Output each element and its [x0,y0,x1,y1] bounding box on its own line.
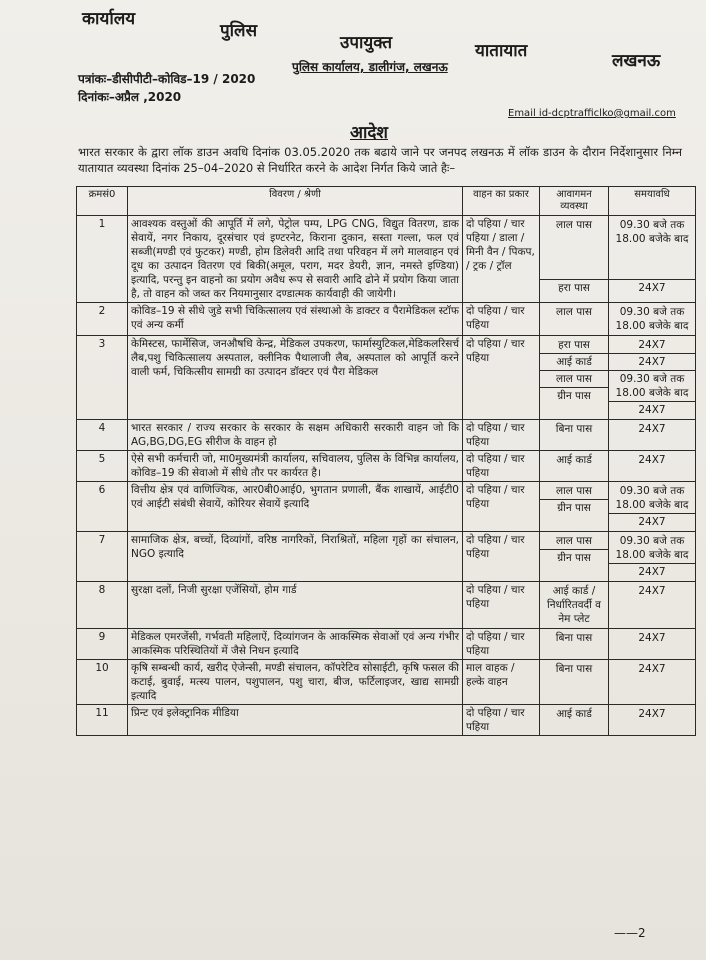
table-row [77,216,696,303]
row-description: मेडिकल एमरजेंसी, गर्भवती महिलाऐं, दिव्यांगजन के आकस्मिक सेवाओं एवं अन्य गंभीर आकस्मिक परिस्थितियों में जैसे निधन इत्यादि [128,629,463,660]
row-pass-type: आई कार्ड / निर्धारितवर्दी व नेम प्लेट [546,585,602,625]
row-serial-number: 5 [77,451,128,482]
row-time-cell [609,303,696,336]
row-pass-cell [540,216,609,303]
row-pass-cell [540,660,609,705]
row-vehicle-type: दो पहिया / चार पहिया [463,336,540,420]
row-pass-cell [540,532,609,582]
row-description: प्रिन्ट एवं इलेक्ट्रानिक मीडिया [128,705,463,736]
row-time-cell [609,705,696,736]
reference-number: पत्रांकः–डीसीपीटी–कोविड–19 / 2020 [78,72,256,86]
row-pass-type: ग्रीन पास [540,387,608,404]
header-police: पुलिस [220,21,258,41]
row-time-period: 24X7 [638,454,666,466]
row-time-cell [609,660,696,705]
page-number: ——2 [614,926,646,940]
row-pass-type: बिना पास [555,423,593,435]
row-pass-cell [540,420,609,451]
row-serial-number: 2 [77,303,128,336]
row-pass-type: ग्रीन पास [540,549,608,566]
table-body [77,216,696,736]
row-pass-type: हरा पास [558,339,590,351]
row-serial-number: 4 [77,420,128,451]
row-serial-number: 9 [77,629,128,660]
row-time-period: 24X7 [609,563,695,580]
row-description: केमिस्टस, फार्मेसिज, जनऔषधि केन्द्र, मेडिकल उपकरण, फार्मास्युटिकल,मेडिकलरिसर्च लैब,पशु चिकित्सालय अस्पताल, क्लीनिक पैथालाजी लैब, अस्पताल को आपूर्ति करने वाली फर्म, चिकित्सीय सामग्री का उत्पादन डॉक्टर एवं पैरा मेडिकल [128,336,463,420]
row-pass-type: लाल पास [555,306,593,318]
row-vehicle-type: दो पहिया / चार पहिया [463,582,540,629]
col-header-desc: विवरण / श्रेणी [128,187,463,216]
col-header-pass: आवागमन व्यवस्था [540,187,609,216]
row-description: कोविड–19 से सीधे जुडे सभी चिकित्सालय एवं संस्थाओ के डाक्टर व पैरामेडिकल स्टॉफ एवं अन्य कर्मी [128,303,463,336]
table-row [77,705,696,736]
row-vehicle-type: माल वाहक / हल्के वाहन [463,660,540,705]
order-title: आदेश [350,123,388,143]
row-description: ऐसे सभी कर्मचारी जो, मा0मुख्यमंत्री कार्यालय, सचिवालय, पुलिस के विभिन्न कार्यालय, कोविड–19 की सेवाओ में सीधे तौर पर कार्यरत है। [128,451,463,482]
row-pass-type: आई कार्ड [556,708,592,720]
row-pass-type: ग्रीन पास [540,499,608,516]
row-time-cell [609,532,696,582]
table-row [77,482,696,532]
traffic-order-table [76,186,696,736]
row-pass-type: लाल पास [555,485,593,497]
header-karyalay: कार्यालय [82,9,136,29]
row-time-cell [609,336,696,420]
row-pass-cell [540,705,609,736]
table-row [77,629,696,660]
row-description: कृषि सम्बन्धी कार्य, खरीद ऐजेन्सी, मण्डी संचालन, कॉपरेटिव सोसाईटी, कृषि फसल की कटाई, बुवाई, मत्स्य पालन, पशुपालन, पशु चारा, बीज, फर्टिलाइजर, खाद्य सामग्री इत्यादि [128,660,463,705]
row-time-cell [609,482,696,532]
office-address: पुलिस कार्यालय, डालीगंज, लखनऊ [292,60,448,74]
row-vehicle-type: दो पहिया / चार पहिया [463,451,540,482]
col-header-vehicle: वाहन का प्रकार [463,187,540,216]
row-time-period: 09.30 बजे तक 18.00 बजेके बाद [615,485,689,511]
email-address: Email id-dcptrafficlko@gmail.com [508,108,676,119]
table-row [77,420,696,451]
row-time-period: 24X7 [609,401,695,418]
row-serial-number: 7 [77,532,128,582]
row-time-period: 24X7 [609,353,695,370]
row-pass-type: बिना पास [555,663,593,675]
table-row [77,303,696,336]
row-pass-cell [540,629,609,660]
row-description: आवश्यक वस्तुओं की आपूर्ति में लगे, पेट्रोल पम्प, LPG CNG, विद्युत वितरण, डाक सेवायें, नगर निकाय, दूरसंचार एवं इण्टरनेट, किराना दुकान, सस्ता गल्ला, फल एवं सब्जी(मण्डी एवं फुटकर) मण्डी, होम डिलेवरी आदि तथा परिवहन में लगे मालवाहन एवं दूध का उत्पादन वितरण एवं बिकी(अमूल, पराग, मदर डेयरी, ज्ञान, नमस्ते इण्डिया) इत्यादि, परन्तु इन वाहनो का प्रयोग अवैध रूप से सवारी आदि ढोने में प्रयोग किया जाता है, तो वाहन को जब्त कर नियमानुसार दण्डात्मक कार्यवाही की जायेगी। [128,216,463,303]
row-pass-cell [540,482,609,532]
row-pass-cell [540,336,609,420]
row-description: वित्तीय क्षेत्र एवं वाणिज्यिक, आर0बी0आई0, भुगतान प्रणाली, बैंक शाखायें, आईटी0 एवं आईटी संबंधी सेवायें, कोरियर सेवायें इत्यादि [128,482,463,532]
row-pass-type: आई कार्ड [556,454,592,466]
row-time-period: 09.30 बजे तक 18.00 बजेके बाद [615,535,689,561]
header-upayukt: उपायुक्त [340,33,393,53]
table-row [77,660,696,705]
row-pass-type: लाल पास [555,535,593,547]
intro-paragraph: भारत सरकार के द्वारा लॉक डाउन अवधि दिनांक 03.05.2020 तक बढाये जाने पर जनपद लखनऊ में लॉक डाउन के दौरान निर्देशानुसार निम्न यातायात व्यवस्था दिनांक 25–04–2020 से निर्धारित करने के आदेश निर्गत किये जाते हैः– [78,145,682,175]
row-vehicle-type: दो पहिया / चार पहिया [463,705,540,736]
row-pass-cell [540,451,609,482]
table-header-row [77,187,696,216]
row-pass-type: लाल पास [555,219,593,231]
row-vehicle-type: दो पहिया / चार पहिया [463,482,540,532]
row-time-period: 24X7 [638,585,666,597]
row-vehicle-type: दो पहिया / चार पहिया [463,303,540,336]
row-time-period: 24X7 [638,663,666,675]
row-time-cell [609,216,696,303]
row-pass-type: हरा पास [540,279,608,296]
row-serial-number: 11 [77,705,128,736]
row-pass-cell [540,582,609,629]
row-serial-number: 8 [77,582,128,629]
row-pass-type: आई कार्ड [540,353,608,370]
row-description: सुरक्षा दलों, निजी सुरक्षा एजेंसियों, होम गार्ड [128,582,463,629]
col-header-sn: क्रमसं0 [77,187,128,216]
row-time-period: 09.30 बजे तक 18.00 बजेके बाद [615,306,689,332]
row-time-cell [609,629,696,660]
row-time-cell [609,420,696,451]
row-time-period: 24X7 [638,423,666,435]
row-vehicle-type: दो पहिया / चार पहिया [463,532,540,582]
row-time-period: 24X7 [609,279,695,296]
table-row [77,582,696,629]
table-row [77,532,696,582]
row-pass-cell [540,303,609,336]
header-lucknow: लखनऊ [612,51,661,71]
row-vehicle-type: दो पहिया / चार पहिया [463,629,540,660]
row-description: सामाजिक क्षेत्र, बच्चों, दिव्यांगों, वरिष्ठ नागरिकों, निराश्रितों, महिला गृहों का संचालन, NGO इत्यादि [128,532,463,582]
row-pass-type: लाल पास [540,370,608,387]
row-serial-number: 6 [77,482,128,532]
row-time-cell [609,451,696,482]
table-row [77,451,696,482]
row-time-period: 24X7 [609,513,695,530]
col-header-time: समयावधि [609,187,696,216]
row-serial-number: 10 [77,660,128,705]
row-pass-type: बिना पास [555,632,593,644]
row-vehicle-type: दो पहिया / चार पहिया [463,420,540,451]
row-time-period: 09.30 बजे तक 18.00 बजेके बाद [615,219,689,245]
row-serial-number: 3 [77,336,128,420]
row-time-period: 24X7 [638,339,666,351]
order-date: दिनांकः–अप्रैल ,2020 [78,90,182,104]
row-time-cell [609,582,696,629]
row-time-period: 24X7 [638,708,666,720]
header-yatayat: यातायात [475,41,528,61]
row-serial-number: 1 [77,216,128,303]
row-time-period: 09.30 बजे तक 18.00 बजेके बाद [609,370,695,401]
row-time-period: 24X7 [638,632,666,644]
row-description: भारत सरकार / राज्य सरकार के सरकार के सक्षम अधिकारी सरकारी वाहन जो कि AG,BG,DG,EG सीरीज के वाहन हो [128,420,463,451]
table-row [77,336,696,420]
row-vehicle-type: दो पहिया / चार पहिया / डाला / मिनी वैन / पिकप, / ट्रक / ट्रॉल [463,216,540,303]
